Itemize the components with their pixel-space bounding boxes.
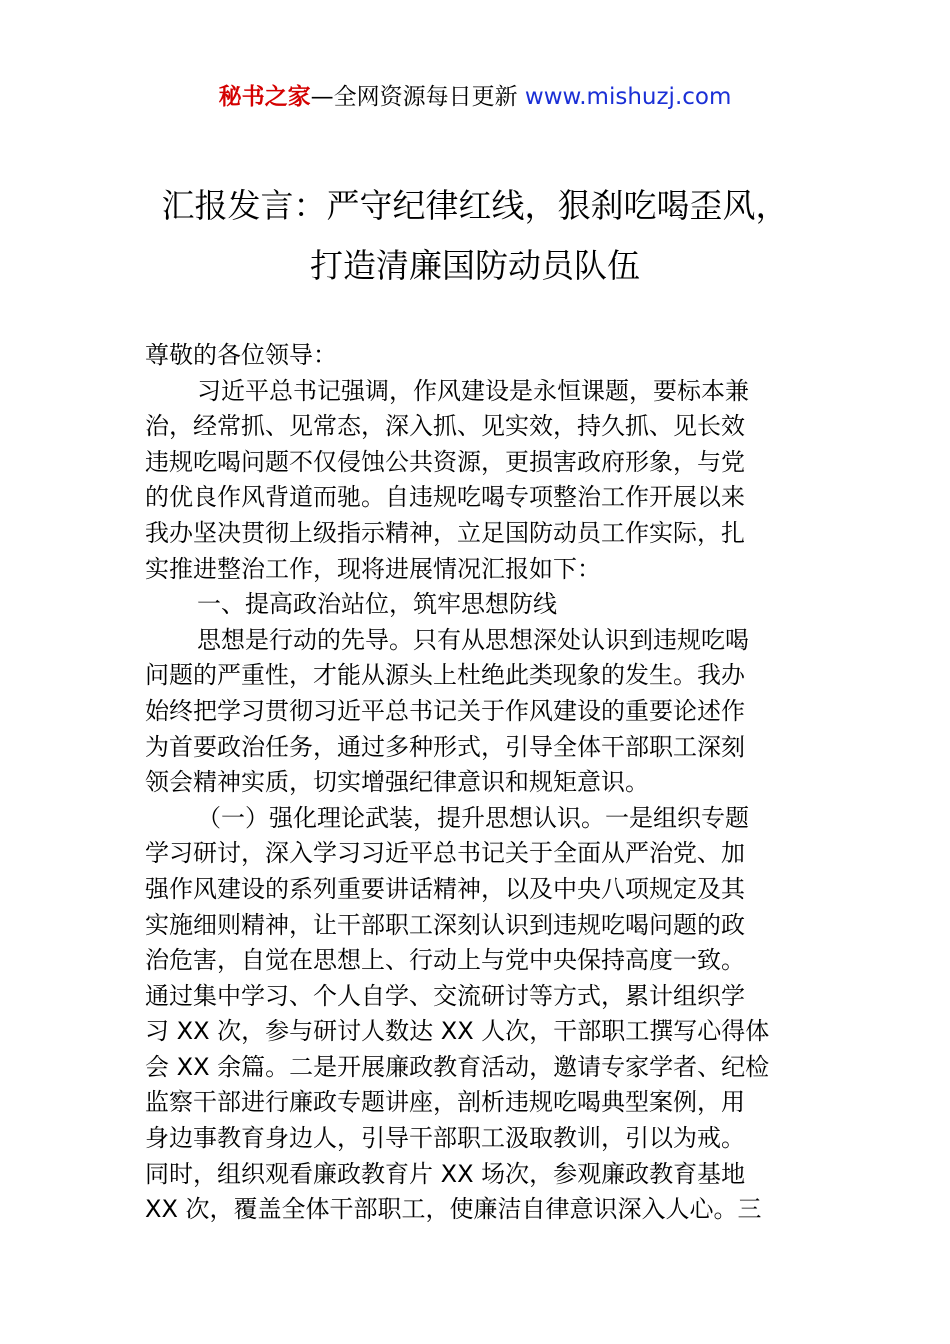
site-banner	[0, 80, 950, 114]
body-line: XX 次，覆盖全体干部职工，使廉洁自律意识深入人心。三	[145, 1195, 762, 1224]
site-brand: 秘书之家	[218, 84, 311, 110]
body-line: 学习研讨，深入学习习近平总书记关于全面从严治党、加	[145, 839, 745, 868]
document-body	[145, 338, 810, 1228]
body-line: 同时，组织观看廉政教育片 XX 场次，参观廉政教育基地	[145, 1159, 746, 1188]
body-line: 我办坚决贯彻上级指示精神，立足国防动员工作实际，扎	[145, 518, 745, 547]
body-line: 习 XX 次，参与研讨人数达 XX 人次，干部职工撰写心得体	[145, 1017, 770, 1046]
body-line: 治危害，自觉在思想上、行动上与党中央保持高度一致。	[145, 946, 745, 975]
body-line: 习近平总书记强调，作风建设是永恒课题，要标本兼	[197, 376, 749, 405]
body-line: 通过集中学习、个人自学、交流研讨等方式，累计组织学	[145, 981, 745, 1010]
title-line-1: 汇报发言：严守纪律红线，狠刹吃喝歪风，	[161, 186, 789, 225]
body-line: 思想是行动的先导。只有从思想深处认识到违规吃喝	[197, 625, 749, 654]
body-line: 会 XX 余篇。二是开展廉政教育活动，邀请专家学者、纪检	[145, 1052, 770, 1081]
body-line: 监察干部进行廉政专题讲座，剖析违规吃喝典型案例，用	[145, 1088, 745, 1117]
body-line: 实施细则精神，让干部职工深刻认识到违规吃喝问题的政	[145, 910, 745, 939]
body-line: 治，经常抓、见常态，深入抓、见实效，持久抓、见长效	[145, 412, 745, 441]
body-line: 的优良作风背道而驰。自违规吃喝专项整治工作开展以来	[145, 483, 745, 512]
subsection-heading-line: （一）强化理论武装，提升思想认识。一是组织专题	[197, 803, 749, 832]
body-line: 身边事教育身边人，引导干部职工汲取教训，引以为戒。	[145, 1124, 745, 1153]
body-line: 为首要政治任务，通过多种形式，引导全体干部职工深刻	[145, 732, 745, 761]
body-line: 强作风建设的系列重要讲话精神，以及中央八项规定及其	[145, 874, 745, 903]
document-title	[0, 176, 950, 296]
body-line: 领会精神实质，切实增强纪律意识和规矩意识。	[145, 768, 649, 797]
body-line: 问题的严重性，才能从源头上杜绝此类现象的发生。我办	[145, 661, 745, 690]
title-line-2: 打造清廉国防动员队伍	[310, 246, 640, 285]
body-line: 实推进整治工作，现将进展情况汇报如下：	[145, 554, 601, 583]
body-line: 违规吃喝问题不仅侵蚀公共资源，更损害政府形象，与党	[145, 447, 745, 476]
section-heading: 一、提高政治站位，筑牢思想防线	[197, 590, 557, 619]
site-tagline: —全网资源每日更新	[310, 84, 525, 110]
body-line: 始终把学习贯彻习近平总书记关于作风建设的重要论述作	[145, 696, 745, 725]
site-url-link[interactable]: www.mishuzj.com	[524, 84, 732, 110]
salutation: 尊敬的各位领导：	[145, 341, 337, 369]
